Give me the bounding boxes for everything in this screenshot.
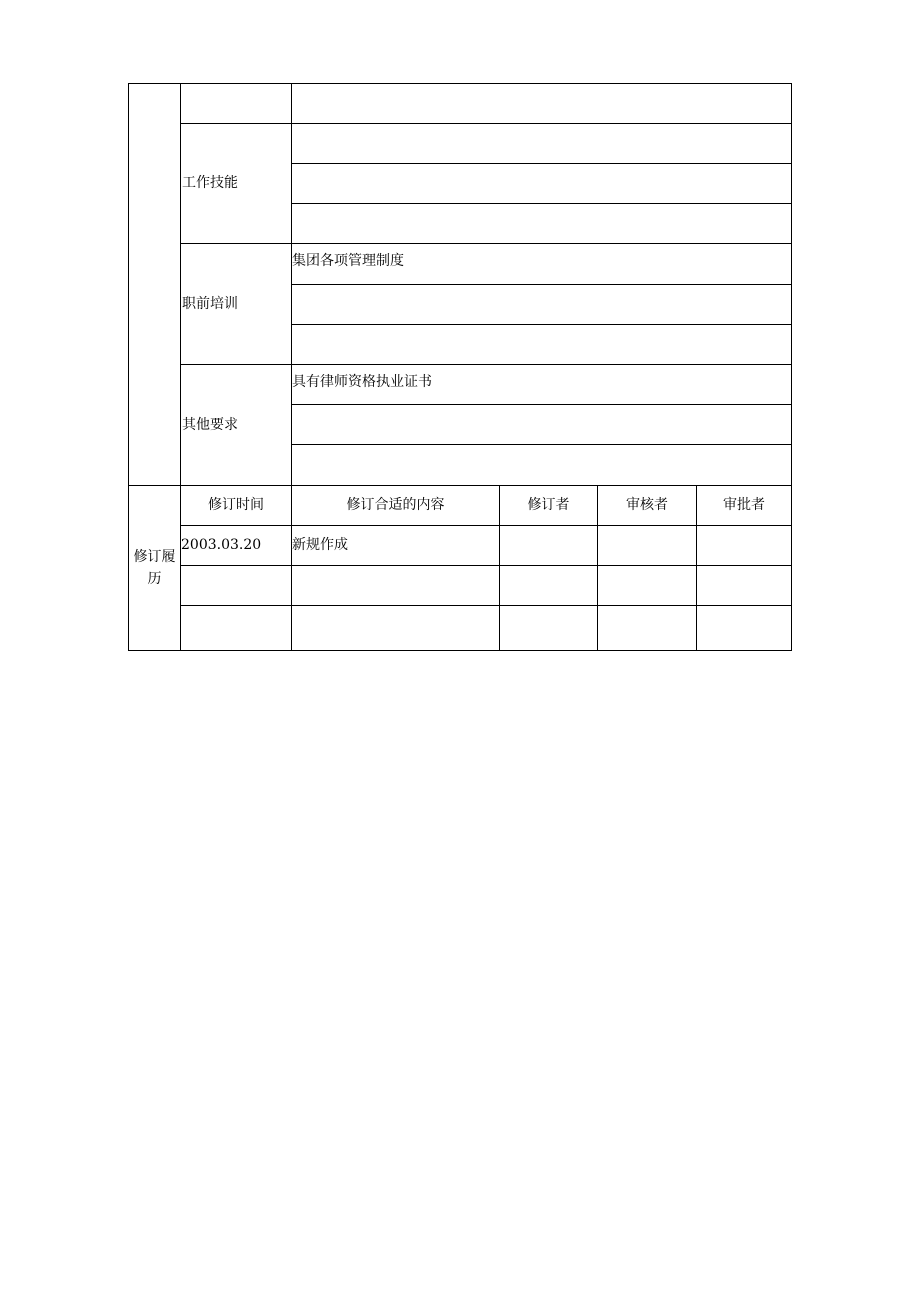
work-skills-item xyxy=(292,124,792,164)
header-approver: 审批者 xyxy=(697,486,792,526)
pre-job-training-item xyxy=(292,285,792,325)
reviewer-cell xyxy=(598,526,697,566)
revision-content-cell xyxy=(292,566,500,606)
approver-cell xyxy=(697,606,792,651)
header-reviewer: 审核者 xyxy=(598,486,697,526)
requirements-table xyxy=(128,83,792,651)
header-revision-content: 修订合适的内容 xyxy=(292,486,500,526)
revision-content-cell: 新规作成 xyxy=(292,526,500,566)
other-requirements-item xyxy=(292,405,792,445)
reviser-cell xyxy=(500,566,598,606)
revision-time-cell: 2003.03.20 xyxy=(181,526,292,566)
other-requirements-item: 具有律师资格执业证书 xyxy=(292,365,792,405)
revision-time-cell xyxy=(181,566,292,606)
other-requirements-label: 其他要求 xyxy=(181,365,292,486)
other-requirements-item xyxy=(292,445,792,486)
blank-content-cell xyxy=(292,84,792,124)
reviewer-cell xyxy=(598,606,697,651)
job-description-table xyxy=(128,83,792,651)
work-skills-item xyxy=(292,164,792,204)
pre-job-training-item: 集团各项管理制度 xyxy=(292,244,792,285)
work-skills-label: 工作技能 xyxy=(181,124,292,244)
revision-history-label: 修订履历 xyxy=(129,486,181,651)
header-revision-time: 修订时间 xyxy=(181,486,292,526)
pre-job-training-label: 职前培训 xyxy=(181,244,292,365)
header-reviser: 修订者 xyxy=(500,486,598,526)
reviser-cell xyxy=(500,606,598,651)
revision-content-cell xyxy=(292,606,500,651)
approver-cell xyxy=(697,566,792,606)
approver-cell xyxy=(697,526,792,566)
work-skills-item xyxy=(292,204,792,244)
requirements-section-cell xyxy=(129,84,181,486)
revision-time-cell xyxy=(181,606,292,651)
reviser-cell xyxy=(500,526,598,566)
pre-job-training-item xyxy=(292,325,792,365)
reviewer-cell xyxy=(598,566,697,606)
blank-label-cell xyxy=(181,84,292,124)
